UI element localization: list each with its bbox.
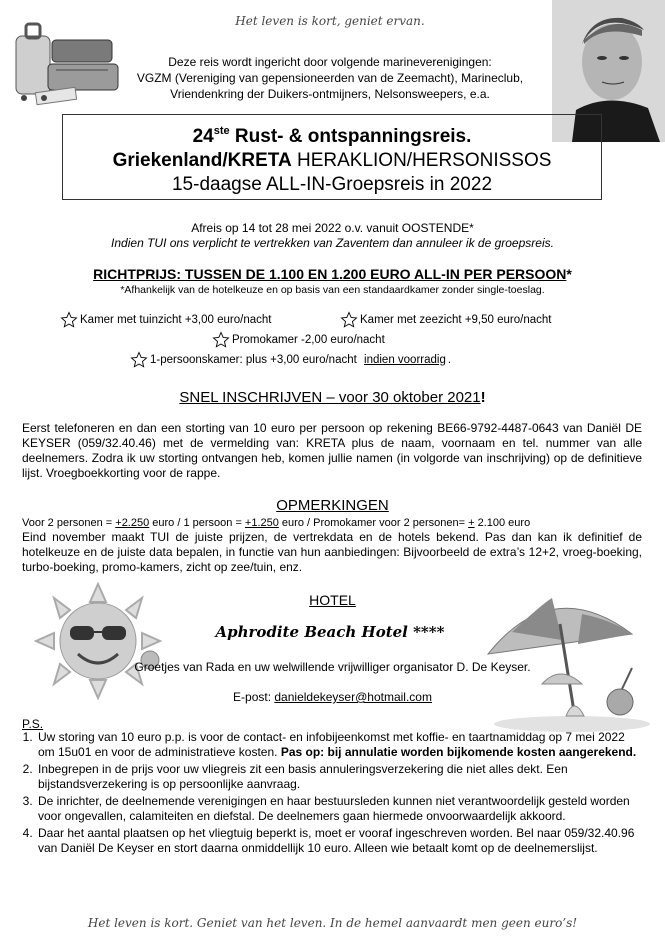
option-garden: Kamer met tuinzicht +3,00 euro/nacht (60, 311, 271, 329)
list-item: 1. Uw storing van 10 euro p.p. is voor de contact- en infobijeenkomst met koffie- en taartnamiddag op 7 mei 2022 om 15u01 en voor de administratieve kosten. Pas op: bij annulatie worden bijkomende kosten aangerekend. (36, 730, 640, 760)
luggage-illustration (8, 8, 126, 108)
departure-note: Indien TUI ons verplicht te vertrekken van Zaventem dan annuleer ik de groepsreis. (111, 236, 554, 250)
email-link[interactable]: danieldekeyser@hotmail.com (274, 690, 432, 704)
email-line: E-post: danieldekeyser@hotmail.com (233, 690, 432, 704)
organizers-line-2: Vriendenkring der Duikers-ontmijners, Nelsonsweepers, e.a. (170, 87, 490, 101)
trip-title-line-1: 24ste Rust- & ontspanningsreis. (192, 125, 472, 147)
signup-text: Eerst telefoneren en dan een storting van 10 euro per persoon op rekening BE66-9792-4487-0643 van Daniël DE KEYSER (059/32.40.46) met de vermelding van: KRETA plus de naam, voornaam en tel. nummer van alle deelnemers. Zodra ik uw storting ontvangen heb, komen jullie namen (in volgorde van inschrijving) op de definitieve lijst. Vroegboekkorting voor de rappe. (22, 421, 642, 480)
hotel-heading: HOTEL (309, 592, 356, 608)
option-single: 1-persoonskamer: plus +3,00 euro/nacht indien voorradig . (130, 351, 451, 369)
greeting: Groetjes van Rada en uw welwillende vrijwilliger organisator D. De Keyser. (134, 660, 531, 674)
star-icon (340, 311, 358, 329)
trip-title-line-3: 15-daagse ALL-IN-Groepsreis in 2022 (171, 174, 493, 195)
remarks-heading: OPMERKINGEN (276, 497, 389, 514)
star-icon (130, 351, 148, 369)
list-item: 2. Inbegrepen in de prijs voor uw vliegreis zit een basis annuleringsverzekering die niet alles dekt. Een bijstandsverzekering is op persoonlijke aanvraag. (36, 762, 640, 792)
option-sea: Kamer met zeezicht +9,50 euro/nacht (340, 311, 551, 329)
top-tagline: Het leven is kort, geniet ervan. (235, 14, 425, 28)
remarks-text: Eind november maakt TUI de juiste prijzen, de vertrekdata en de hotels bekend. Pas dan kan ik definitief de hotelkeuze en de juiste data bepalen, in functie van hun aanbiedingen: Bijvoorbeeld de extra’s 12+2, vroeg-boeking, turbo-boeking, promo-kamers, zicht op zee/tuin, enz. (22, 530, 642, 574)
price-note: *Afhankelijk van de hotelkeuze en op basis van een standaardkamer zonder single-toeslag. (120, 284, 545, 296)
organizers-line-1: VGZM (Vereniging van gepensioneerden van de Zeemacht), Marineclub, (136, 71, 524, 85)
title-box (62, 114, 602, 200)
ps-label: P.S. (22, 717, 44, 731)
organizers-intro: Deze reis wordt ingericht door volgende marineverenigingen: (168, 55, 492, 69)
list-item: 3. De inrichter, de deelnemende verenigingen en haar bestuursleden kunnen niet verantwoordelijk gesteld worden voor ongevallen, calamiteiten en diefstal. De deelnemers gaan hiermede onvoorwaardelijk akkoord. (36, 794, 640, 824)
trip-title-line-2: Griekenland/KRETA HERAKLION/HERSONISSOS (112, 150, 552, 171)
option-promo: Promokamer -2,00 euro/nacht (212, 331, 385, 349)
departure-line: Afreis op 14 tot 28 mei 2022 o.v. vanuit OOSTENDE* (191, 221, 474, 235)
signup-heading: SNEL INSCHRIJVEN – voor 30 oktober 2021! (179, 389, 486, 406)
star-icon (212, 331, 230, 349)
price-headline: RICHTPRIJS: TUSSEN DE 1.100 EN 1.200 EURO ALL-IN PER PERSOON* (93, 266, 572, 282)
hotel-name: Aphrodite Beach Hotel **** (215, 623, 445, 641)
list-item: 4. Daar het aantal plaatsen op het vliegtuig beperkt is, moet er vooraf ingeschreven worden. Bel naar 059/32.40.96 van Daniël De Keyser en stort daarna onmiddellijk 10 euro. Alleen wie betaalt komt op de deelnemerslijst. (36, 826, 640, 856)
star-icon (60, 311, 78, 329)
ps-list (20, 730, 640, 858)
footer-tagline: Het leven is kort. Geniet van het leven. In de hemel aanvaardt men geen euro’s! (87, 916, 578, 930)
remarks-prices: Voor 2 personen = +2.250 euro / 1 persoon = +1.250 euro / Promokamer voor 2 personen= + 2.100 euro (22, 517, 531, 529)
